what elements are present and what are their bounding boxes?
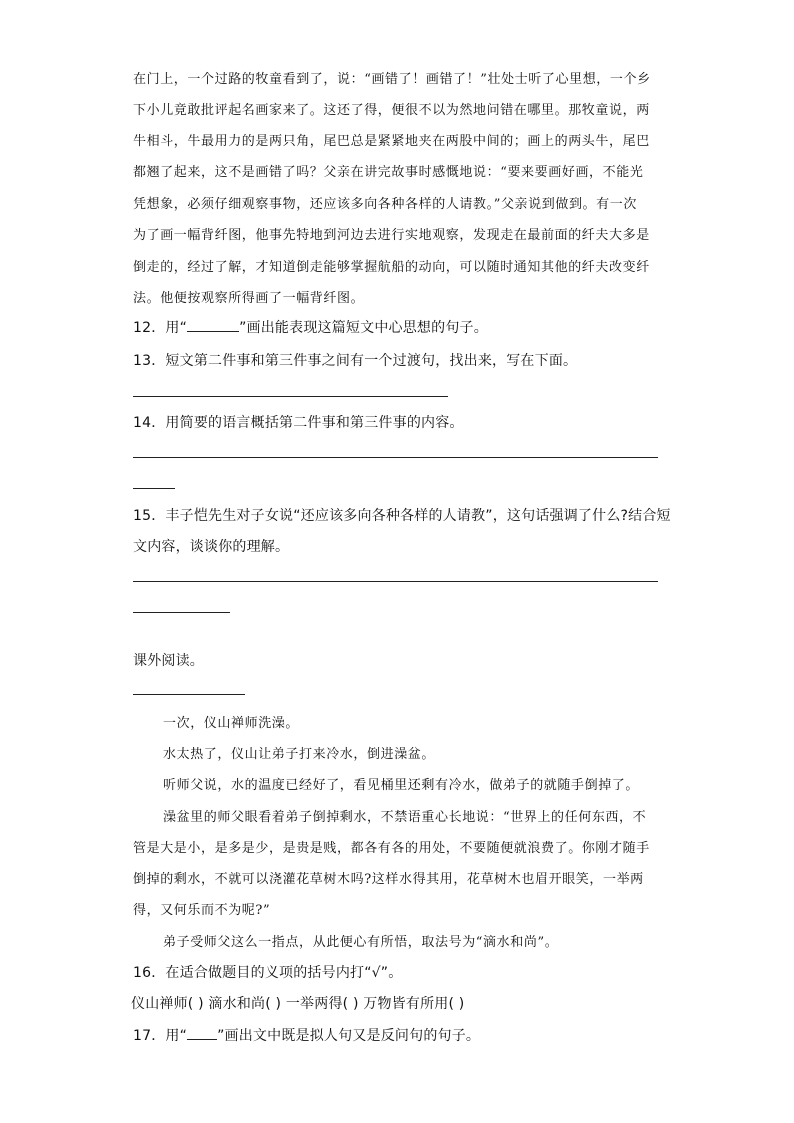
answer-line-15b[interactable] bbox=[133, 612, 230, 613]
question-14: 14．用简要的语言概括第二件事和第三件事的内容。 bbox=[133, 415, 464, 431]
question-17-suffix: ”画出文中既是拟人句又是反问句的句子。 bbox=[217, 1028, 481, 1044]
answer-line-14b[interactable] bbox=[133, 488, 175, 489]
answer-line-13[interactable] bbox=[133, 396, 448, 397]
passage-line: 凭想象，必须仔细观察事物，还应该多向各种各样的人请教。”父亲说到做到。有一次 bbox=[133, 197, 637, 212]
section-heading: 课外阅读。 bbox=[133, 653, 204, 669]
story-paragraph: 一次，仪山禅师洗澡。 bbox=[163, 716, 300, 731]
passage-line: 牛相斗，牛最用力的是两只角，尾巴总是紧紧地夹在两股中间的；画上的两头牛，尾巴 bbox=[133, 134, 650, 149]
question-16-options[interactable]: 仪山禅师( ) 滴水和尚( ) 一举两得( ) 万物皆有所用( ) bbox=[131, 996, 465, 1012]
passage-line: 法。他便按观察所得画了一幅背纤图。 bbox=[133, 291, 365, 306]
passage-line: 在门上，一个过路的牧童看到了，说：“画错了！画错了！”壮处士听了心里想，一个乡 bbox=[133, 72, 651, 87]
story-paragraph: 倒掉的剩水，不就可以浇灌花草树木吗?这样水得其用，花草树木也眉开眼笑，一举两 bbox=[133, 872, 644, 887]
question-15-line2: 文内容，谈谈你的理解。 bbox=[133, 539, 290, 555]
question-15-line1: 15．丰子恺先生对子女说“还应该多向各种各样的人请教”，这句话强调了什么?结合短 bbox=[133, 508, 671, 524]
question-17 bbox=[133, 1025, 480, 1045]
question-16: 16．在适合做题目的义项的括号内打“√”。 bbox=[133, 965, 403, 981]
underline-sample bbox=[187, 1039, 217, 1040]
question-13: 13．短文第二件事和第三件事之间有一个过渡句，找出来，写在下面。 bbox=[133, 353, 578, 369]
story-paragraph: 弟子受师父这么一指点，从此便心有所悟，取法号为“滴水和尚”。 bbox=[163, 935, 559, 950]
passage-line: 都翘了起来，这不是画错了吗？父亲在讲完故事时感慨地说：“要来要画好画，不能光 bbox=[133, 165, 644, 180]
story-paragraph: 澡盆里的师父眼看着弟子倒掉剩水，不禁语重心长地说：“世界上的任何东西，不 bbox=[163, 810, 647, 825]
passage-line: 倒走的，经过了解，才知道倒走能够掌握航船的动向，可以随时通知其他的纤夫改变纤 bbox=[133, 260, 650, 275]
story-paragraph: 听师父说，水的温度已经好了，看见桶里还剩有冷水，做弟子的就随手倒掉了。 bbox=[163, 778, 640, 793]
passage-line: 下小儿竟敢批评起名画家来了。这还了得，便很不以为然地问错在哪里。那牧童说，两 bbox=[133, 103, 650, 118]
passage-line: 为了画一幅背纤图，他事先特地到河边去进行实地观察，发现走在最前面的纤夫大多是 bbox=[133, 228, 650, 243]
question-12 bbox=[133, 317, 488, 337]
story-paragraph: 管是大是小，是多是少，是贵是贱，都各有各的用处，不要随便就浪费了。你刚才随手 bbox=[133, 841, 650, 856]
underline-sample bbox=[187, 331, 239, 332]
story-paragraph: 水太热了，仪山让弟子打来冷水，倒进澡盆。 bbox=[163, 747, 436, 762]
question-12-prefix: 12．用“ bbox=[133, 320, 188, 336]
question-17-prefix: 17．用“ bbox=[133, 1028, 188, 1044]
title-blank-line[interactable] bbox=[133, 694, 245, 695]
question-12-suffix: ”画出能表现这篇短文中心思想的句子。 bbox=[239, 320, 488, 336]
answer-line-15a[interactable] bbox=[133, 581, 658, 582]
answer-line-14a[interactable] bbox=[133, 457, 658, 458]
story-paragraph: 得，又何乐而不为呢?” bbox=[133, 903, 271, 918]
